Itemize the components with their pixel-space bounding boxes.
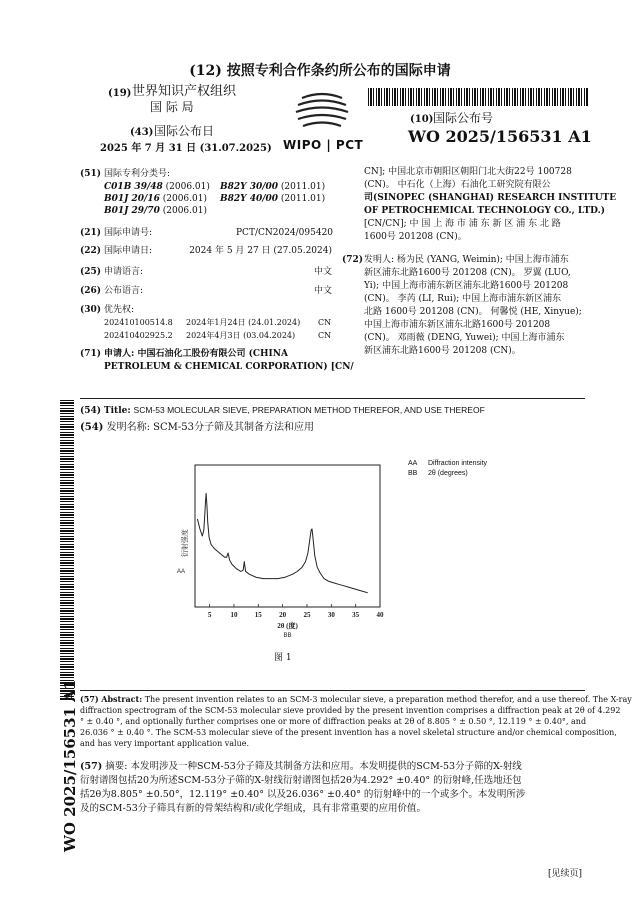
inventor-line: (CN)。 李芮 (LI, Rui); 中国上海市浦东新区浦东 xyxy=(364,294,562,304)
abstract-zh: (57) 摘要: 本发明涉及一种SCM-53分子筛及其制备方法和应用。本发明提供的SCM-53分子筛的X-射线 衍射谱图包括20为所述SCM-53分子筛的X-射线衍射谱图包括2θ为4.292° ±0.40° 的衍射峰,任选地还包 括2θ为8.805° ±0.50°，12.119° ±0.40° 以及26.036° ±0.40° 的衍射峰中的一个或多个。本发明所涉 及的SCM-53分子筛具有新的骨架结构和/或化学组成，具有非常重要的应用价值。 xyxy=(80,761,526,814)
lang-value: 中文 xyxy=(313,267,332,277)
applicant-code: (71) xyxy=(80,349,102,359)
ipc-label: 国际专利分类号: xyxy=(104,169,171,179)
diffraction-curve xyxy=(197,493,367,592)
continued-note: [见续页] xyxy=(548,869,583,879)
pub-date: 2025 年 7 月 31 日 (31.07.2025) xyxy=(100,143,272,154)
abstract-en: (57) Abstract: The present invention relates to an SCM-3 molecular sieve, a preparation method therefor, and a use thereof. The X-ray diffraction spectrogram of the SCM-53 molecular sieve provided by the present invention comprises a diffraction peak at 2θ of 4.292 ° ± 0.40 °, and optionally further comprises one or more of diffraction peaks at 2θ of 8.805 ° ± 0.50 °, 12.119 ° ± 0.40°, and 26.036 ° ± 0.40 °. The SCM-53 molecular sieve of the present invention has a novel skeletal structure and/or chemical composition, and has very important application value. xyxy=(80,694,632,748)
barcode-graphic xyxy=(368,88,588,106)
ipc-entry: C01B 39/48 (2006.01) xyxy=(104,182,210,192)
applicant-line: 申请人: 中国石油化工股份有限公司 (CHINA xyxy=(104,349,288,359)
priority-country: CN xyxy=(318,331,332,340)
ipc-entry: B82Y 30/00 (2011.01) xyxy=(220,182,326,192)
inventor-line: 发明人: 杨为民 (YANG, Weimin); 中国上海市浦东 xyxy=(364,255,569,265)
pub-number: WO 2025/156531 A1 xyxy=(408,127,592,146)
title-zh-row: (54) 发明名称: SCM-53分子筛及其制备方法和应用 xyxy=(80,422,314,433)
org-code: (19) xyxy=(108,88,132,99)
legend-entry: AA Diffraction intensity xyxy=(408,460,488,467)
applicant-cont-line: [CN/CN]; 中 国 上 海 市 浦 东 新 区 浦 东 北 路 xyxy=(364,219,561,229)
x-tick-label: 20 xyxy=(279,611,287,619)
applicant-cont-line: 1600号 201208 (CN)。 xyxy=(364,232,467,242)
x-tick-label: 10 xyxy=(230,611,238,619)
applicant-cont-line: 司(SINOPEC (SHANGHAI) RESEARCH INSTITUTE xyxy=(364,193,617,203)
pub-date-code: (43) xyxy=(130,127,154,138)
priority-code: (30) xyxy=(80,305,102,315)
figure-legend xyxy=(408,459,487,479)
applicant-line: PETROLEUM & CHEMICAL CORPORATION) [CN/ xyxy=(104,362,354,372)
lang-code: (25) xyxy=(80,267,102,277)
publang-label: 公布语言: xyxy=(104,286,144,296)
plot-frame xyxy=(195,465,380,607)
lang-label: 申请语言: xyxy=(104,267,144,277)
priority-no: 202410100514.8 xyxy=(104,318,173,327)
publang-value: 中文 xyxy=(313,286,332,296)
divider-abstract xyxy=(80,690,585,691)
priority-country: CN xyxy=(318,318,332,327)
title-en-row: (54) Title: SCM-53 MOLECULAR SIEVE, PREPARATION METHOD THEREFOR, AND USE THEREOF xyxy=(80,405,485,416)
pub-num-label: 国际公布号 xyxy=(433,111,494,125)
x-axis-sublabel: BB xyxy=(283,633,292,639)
x-axis-label: 2θ (度) xyxy=(277,622,298,630)
x-tick-label: 30 xyxy=(327,611,335,619)
ipc-entry: B01J 20/16 (2006.01) xyxy=(104,194,207,204)
org-bureau: 国 际 局 xyxy=(150,100,194,114)
app-no-code: (21) xyxy=(80,228,102,238)
org-name: 世界知识产权组织 xyxy=(132,84,237,99)
figure-caption: 图 1 xyxy=(274,653,292,663)
inventor-code: (72) xyxy=(342,255,364,265)
inventor-line: 北路 1600号 201208 (CN)。 何馨悦 (HE, Xinyue); xyxy=(364,307,582,317)
document-title: (12) 按照专利合作条约所公布的国际申请 xyxy=(189,63,451,79)
inventor-line: 中国上海市浦东新区浦东北路1600号 201208 xyxy=(364,320,551,330)
divider-top xyxy=(80,398,585,399)
x-tick-label: 40 xyxy=(376,611,384,619)
side-barcode-graphic xyxy=(60,400,74,700)
inventor-line: (CN)。 邓雨薇 (DENG, Yuwei); 中国上海市浦东 xyxy=(364,333,565,343)
pub-num-code: (10) xyxy=(410,114,434,125)
publang-code: (26) xyxy=(80,286,102,296)
app-no-value: PCT/CN2024/095420 xyxy=(236,228,334,238)
wipo-pct-text: WIPO | PCT xyxy=(283,138,364,152)
inventor-line: 新区浦东北路1600号 201208 (CN)。 xyxy=(364,346,521,356)
ipc-entry: B82Y 40/00 (2011.01) xyxy=(220,194,326,204)
filing-label: 国际申请日: xyxy=(104,246,153,256)
inventor-line: 新区浦东北路1600号 201208 (CN)。 罗翼 (LUO, xyxy=(364,268,571,278)
x-tick-label: 25 xyxy=(303,611,311,619)
y-axis-label: 衍射强度 xyxy=(181,529,189,558)
filing-date: 2024 年 5 月 27 日 (27.05.2024) xyxy=(189,246,332,256)
priority-date: 2024年4月3日 (03.04.2024) xyxy=(186,331,296,340)
side-pub-number: WO 2025/156531 A1 xyxy=(61,679,79,852)
xrd-chart xyxy=(165,455,395,645)
legend-entry: BB 2θ (degrees) xyxy=(408,470,468,477)
applicant-cont-line: CN]; 中国北京市朝阳区朝阳门北大街22号 100728 xyxy=(364,167,572,177)
priority-label: 优先权: xyxy=(104,305,135,315)
x-tick-label: 35 xyxy=(352,611,360,619)
applicant-cont-line: OF PETROCHEMICAL TECHNOLOGY CO., LTD.) xyxy=(364,206,606,216)
priority-date: 2024年1月24日 (24.01.2024) xyxy=(186,318,301,327)
xrd-figure xyxy=(165,455,395,645)
applicant-cont-line: (CN)。 中石化（上海）石油化工研究院有限公 xyxy=(364,180,551,190)
pub-date-label: 国际公布日 xyxy=(154,124,215,138)
ipc-code: (51) xyxy=(80,169,102,179)
priority-no: 202410402925.2 xyxy=(104,331,173,340)
ipc-entry: B01J 29/70 (2006.01) xyxy=(104,206,207,216)
filing-code: (22) xyxy=(80,246,102,256)
app-no-label: 国际申请号: xyxy=(104,228,153,238)
x-tick-label: 15 xyxy=(254,611,262,619)
y-axis-sublabel: AA xyxy=(176,568,186,575)
inventor-line: Yi); 中国上海市浦东新区浦东北路1600号 201208 xyxy=(364,281,569,291)
x-tick-label: 5 xyxy=(207,611,212,619)
